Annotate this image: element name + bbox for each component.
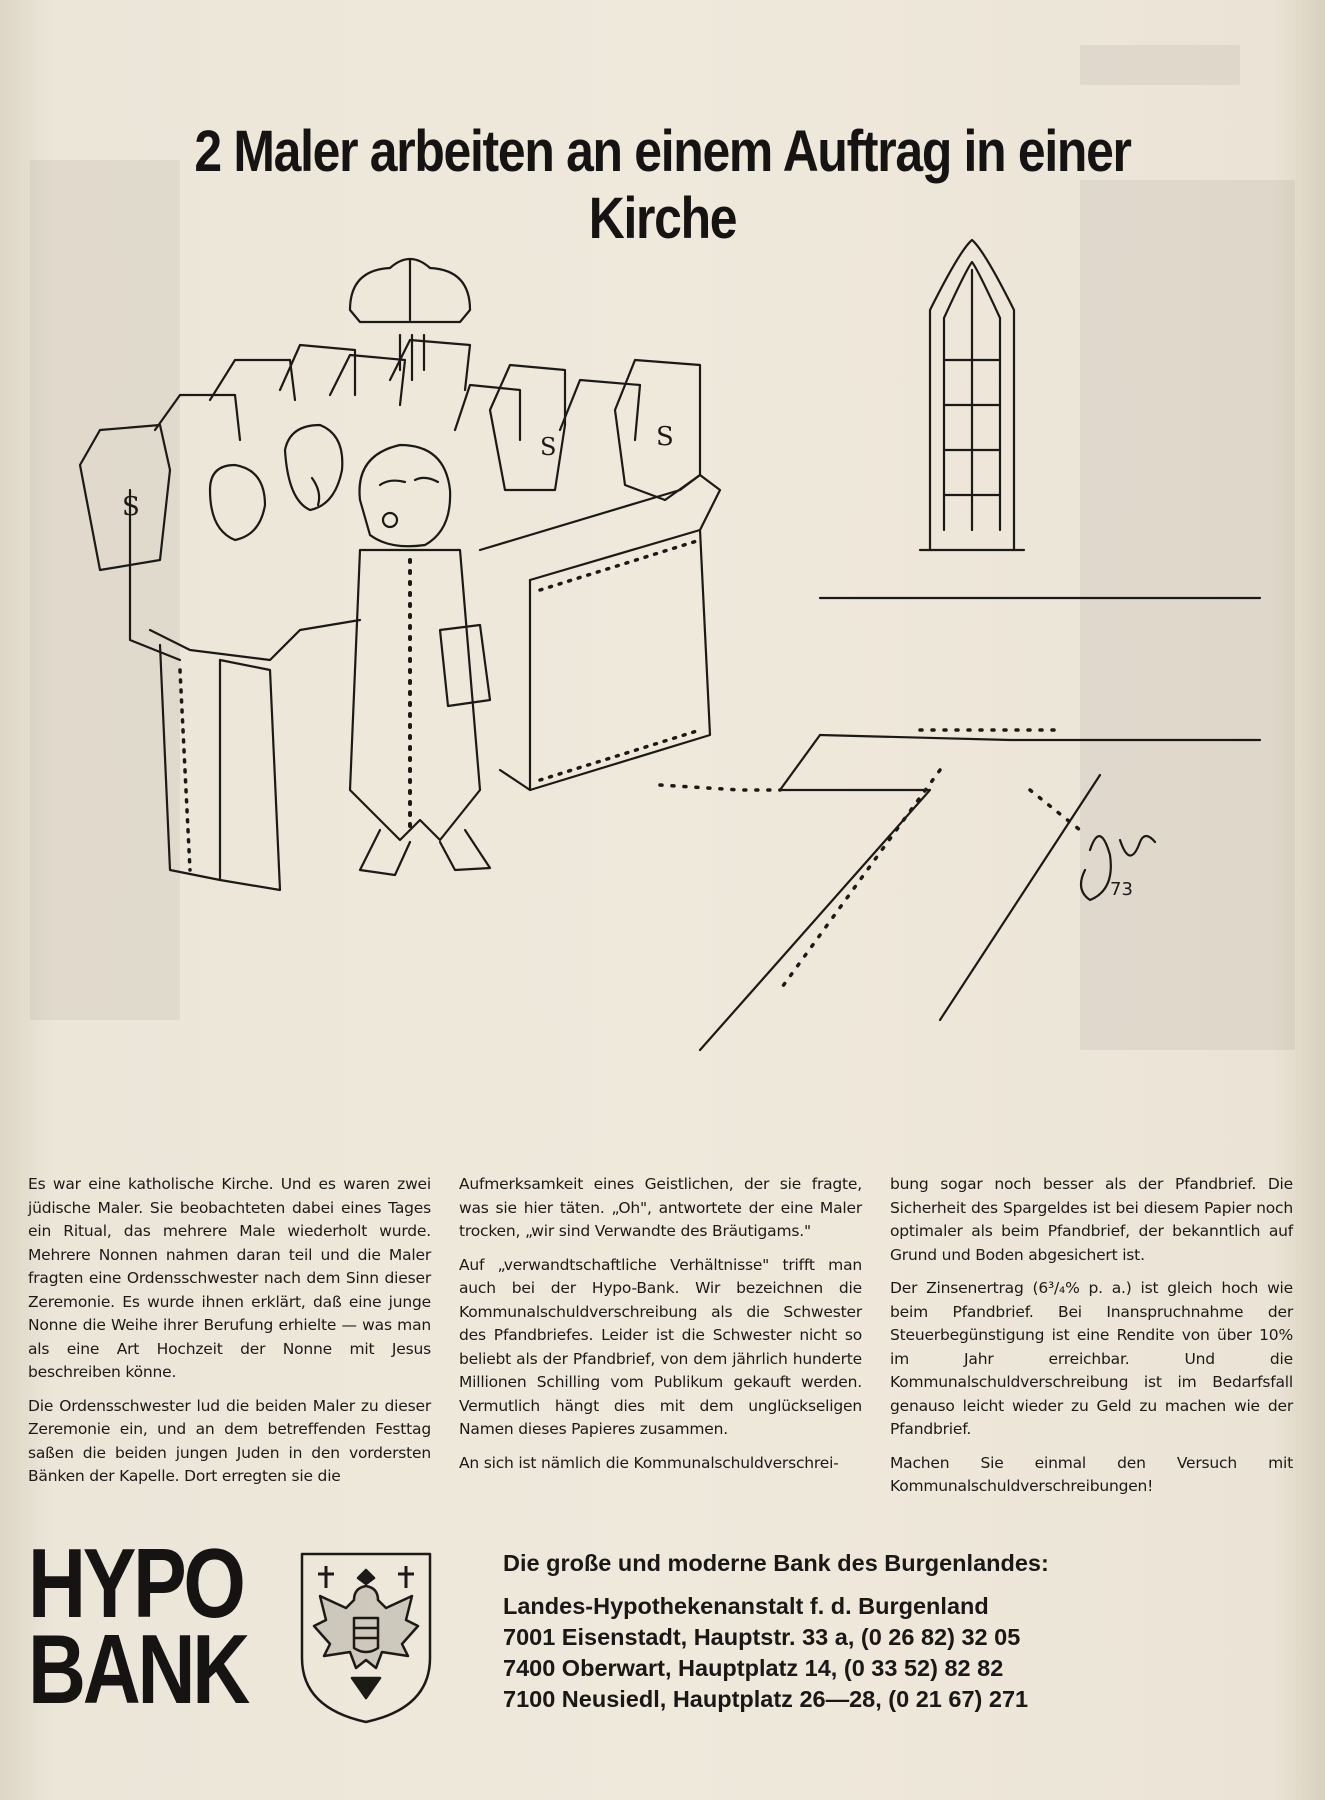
bank-contact-block — [503, 1548, 1143, 1715]
text-column-2 — [459, 1173, 862, 1493]
church-pew — [130, 475, 720, 890]
article-text — [28, 1173, 1293, 1493]
painter-faces — [210, 425, 342, 540]
text-column-1 — [28, 1173, 431, 1493]
nuns-group — [80, 340, 700, 570]
show-through-header-box — [1080, 45, 1240, 85]
bank-name: Landes-Hypothekenanstalt f. d. Burgenland — [503, 1593, 989, 1619]
paragraph: Machen Sie einmal den Versuch mit Kommunalschuldverschreibungen! — [890, 1453, 1293, 1495]
svg-text:S: S — [656, 422, 674, 452]
branch-address: 7100 Neusiedl, Hauptplatz 26—28, (0 21 67) 271 — [503, 1686, 1029, 1712]
paragraph: Auf „verwandtschaftliche Verhältnisse" trifft man auch bei der Hypo-Bank. Wir bezeichnen die Kommunalschuldverschreibung als die Schwester des Pfandbriefes. Leider ist die Schwester nicht so beliebt als der Pfandbrief, von dem jährlich hunderte Millionen Schilling vom Publikum gekauft werden. Vermutlich hängt dies mit dem unglückseligen Namen dieses Papieres zusammen. — [459, 1255, 862, 1438]
paragraph: Es war eine katholische Kirche. Und es waren zwei jüdische Maler. Sie beobachteten dabei eines Tages ein Ritual, das mehrere Male wiederholt wurde. Mehrere Nonnen nahmen daran teil und die Maler fragten eine Ordensschwester nach dem Sinn dieser Zeremonie. Es wurde ihnen erklärt, daß eine junge Nonne die Weihe ihrer Berufung erhielte — was man als eine Art Hochzeit der Nonne mit Jesus beschreiben könne. — [28, 1175, 431, 1381]
branch-address: 7400 Oberwart, Hauptplatz 14, (0 33 52) 82 82 — [503, 1655, 1004, 1681]
paragraph: An sich ist nämlich die Kommunalschuldverschrei- — [459, 1453, 839, 1472]
text-column-3 — [890, 1173, 1293, 1493]
hypo-bank-logo — [28, 1528, 288, 1730]
floating-bonnet — [350, 259, 470, 380]
svg-text:S: S — [540, 433, 557, 461]
paragraph: bung sogar noch besser als der Pfandbrief. Die Sicherheit des Spargeldes ist bei diesem Papier noch optimaler als beim Pfandbrief, der bekanntlich auf Grund und Boden abgesichert ist. — [890, 1175, 1293, 1264]
bank-slogan: Die große und moderne Bank des Burgenlandes: — [503, 1550, 1049, 1576]
svg-text:S: S — [122, 492, 140, 522]
floor-dots — [660, 730, 1080, 990]
paragraph: Aufmerksamkeit eines Geistlichen, der sie fragte, was sie hier täten. „Oh", antwortete der eine Maler trocken, „wir sind Verwandte des Bräutigams." — [459, 1175, 862, 1240]
headline: 2 Maler arbeiten an einem Auftrag in einer Kirche — [194, 119, 1131, 251]
church-window — [920, 240, 1024, 550]
branch-address: 7001 Eisenstadt, Hauptstr. 33 a, (0 26 82) 32 05 — [503, 1624, 1021, 1650]
paragraph: Die Ordensschwester lud die beiden Maler zu dieser Zeremonie ein, und an dem betreffenden Festtag saßen die beiden jungen Juden in den vordersten Bänken der Kapelle. Dort erregten sie die — [28, 1396, 431, 1485]
paragraph: Der Zinsenertrag (6³/₄% p. a.) ist gleich hoch wie beim Pfandbrief. Bei Inanspruchnahme der Steuerbegünstigung ist eine Rendite von über 10% im Jahr erreichbar. Und die Kommunalschuldverschreibung ist im Bedarfsfall genauso leicht wieder zu Geld zu machen wie der Pfandbrief. — [890, 1279, 1293, 1438]
svg-text:73: 73 — [1110, 879, 1133, 900]
eagle-crest-icon — [296, 1548, 436, 1726]
cartoon-illustration — [60, 230, 1275, 1060]
logo-line-bank: BANK — [28, 1614, 248, 1724]
priest-figure — [350, 445, 490, 875]
logo-line-hypo: HYPO — [28, 1528, 243, 1638]
artist-signature — [1081, 836, 1155, 900]
